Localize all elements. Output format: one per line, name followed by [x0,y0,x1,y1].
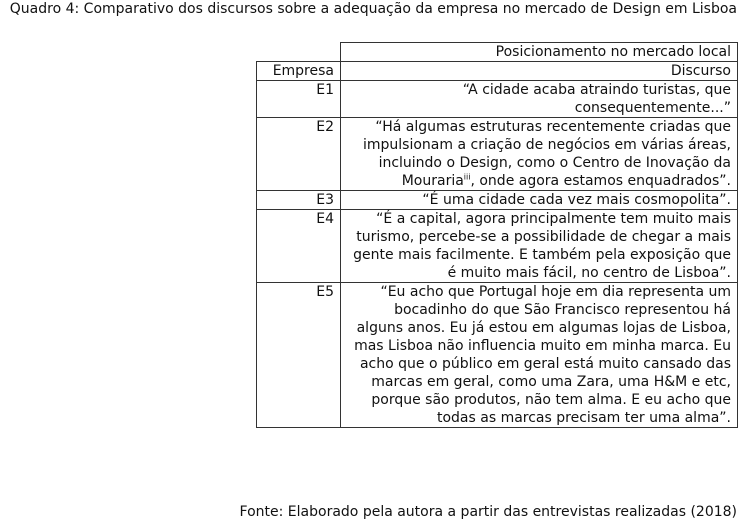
empresa-cell: E3 [257,191,341,210]
group-header-row [257,43,738,62]
table-caption: Quadro 4: Comparativo dos discursos sobre a adequação da empresa no mercado de Design em Lisboa [9,1,737,17]
column-header-empresa: Empresa [257,62,341,81]
table-row [257,81,738,118]
column-header-discurso: Discurso [341,62,738,81]
discurso-cell: “A cidade acaba atraindo turistas, que consequentemente...” [341,81,738,118]
discurso-cell: “É uma cidade cada vez mais cosmopolita”. [341,191,738,210]
empresa-cell: E5 [257,283,341,428]
table-row [257,283,738,428]
table-row [257,191,738,210]
discurso-cell [341,118,738,191]
empresa-cell: E2 [257,118,341,191]
table-row [257,210,738,283]
column-header-row [257,62,738,81]
empresa-cell: E1 [257,81,341,118]
source-note: Fonte: Elaborado pela autora a partir das entrevistas realizadas (2018) [239,504,737,520]
discurso-cell: “É a capital, agora principalmente tem muito mais turismo, percebe-se a possibilidade de chegar a mais gente mais facilmente. E também pela exposição que é muito mais fácil, no centro de Lisboa”. [341,210,738,283]
table-row [257,118,738,191]
group-header-cell: Posicionamento no mercado local [341,43,738,62]
blank-corner-cell [257,43,341,62]
discurso-text-end: , onde agora estamos enquadrados”. [470,173,731,189]
empresa-cell: E4 [257,210,341,283]
discurso-cell: “Eu acho que Portugal hoje em dia representa um bocadinho do que São Francisco representou há alguns anos. Eu já estou em algumas lojas de Lisboa, mas Lisboa não influencia muito em minha marca. Eu acho que o público em geral está muito cansado das marcas em geral, como uma Zara, uma H&M e etc, porque são produtos, não tem alma. E eu acho que todas as marcas precisam ter uma alma”. [341,283,738,428]
comparison-table [256,42,738,428]
discurso-text: “Há algumas estruturas recentemente criadas que impulsionam a criação de negócios em várias áreas, incluindo o Design, como o Centro de Inovação da Mouraria [363,119,731,189]
footnote-marker: iii [463,172,471,182]
